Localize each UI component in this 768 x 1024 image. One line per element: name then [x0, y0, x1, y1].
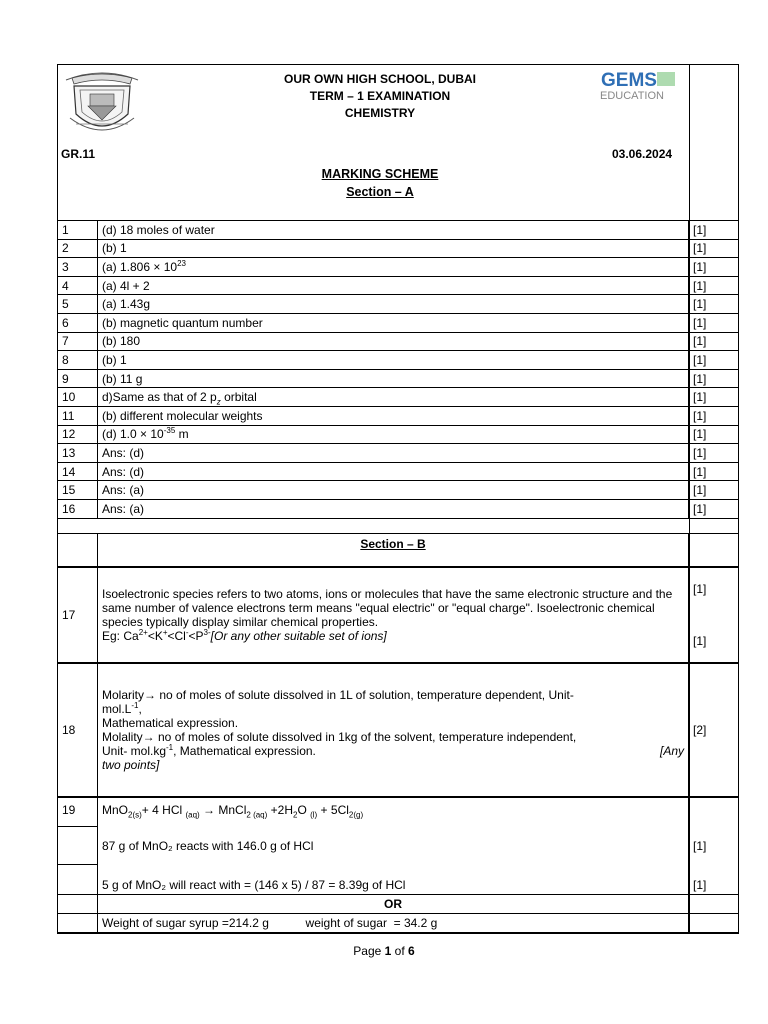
question-number: 4: [58, 276, 98, 295]
mark-cell: [1]: [689, 425, 739, 444]
q17-answer: [98, 567, 689, 664]
mark-cell: [1]: [689, 462, 739, 481]
q17-example: Eg: $Ca^{2+}<K^+<Cl^-<P^{3-}[Or$ any other suitable set of ions]: [102, 628, 387, 643]
q17-row: [58, 567, 739, 664]
page-number: 1: [384, 944, 392, 958]
table-row: [58, 295, 739, 314]
q19-mark-2: [1]: [689, 865, 739, 895]
q18-any-note: [Any: [659, 744, 684, 758]
table-row: [58, 221, 739, 240]
answer-cell: (a) 1.43g: [98, 295, 689, 314]
question-number: 3: [58, 258, 98, 277]
q19-number: 19: [58, 797, 98, 827]
question-number: 1: [58, 221, 98, 240]
marking-scheme-heading: MARKING SCHEME: [321, 167, 439, 181]
q17-example-note: [Or any other suitable set of ions]: [210, 629, 387, 643]
section-b-heading: Section – B: [360, 537, 426, 551]
answer-cell: Ans: (d): [98, 462, 689, 481]
q18-line-5: Unit- $mol.kg^{-1}$, Mathematical expression. [Any: [102, 743, 684, 758]
q18-line-4: Molality→ no of moles of solute dissolved in 1kg of the solvent, temperature independent,: [102, 730, 577, 744]
mark-cell: [1]: [689, 481, 739, 500]
mark-cell: [1]: [689, 351, 739, 370]
question-number: 7: [58, 332, 98, 351]
question-number: 12: [58, 425, 98, 444]
mark-cell: [1]: [689, 332, 739, 351]
table-row: [58, 276, 739, 295]
table-row: [58, 444, 739, 463]
mark-cell: [1]: [689, 313, 739, 332]
answer-cell: (b) 1: [98, 351, 689, 370]
mark-cell: [1]: [689, 276, 739, 295]
answer-cell: Ans: (d): [98, 444, 689, 463]
question-number: 11: [58, 406, 98, 425]
school-crest-icon: [62, 68, 142, 140]
answer-cell: d)Same as that of 2 $p_z$ orbital: [98, 388, 689, 407]
scheme-title: [250, 165, 510, 201]
section-b-header-table: [57, 533, 739, 568]
table-row: [58, 462, 739, 481]
question-number: 13: [58, 444, 98, 463]
table-row: [58, 481, 739, 500]
q19-mark-1: [1]: [689, 827, 739, 865]
section-b-row: [58, 534, 739, 568]
q19-equation: MnO$_{2(s)}$+ 4 HCl $_{(aq)}$ → MnCl$_{2 (aq)}$ $+2H_2O$ $_{(l)} + 5Cl_{2(g)}$: [98, 797, 689, 827]
q18-line-3: Mathematical expression.: [102, 716, 239, 730]
answer-cell: (b) 11 g: [98, 369, 689, 388]
sugar-row: [58, 914, 739, 933]
table-row: [58, 425, 739, 444]
mark-cell: [1]: [689, 295, 739, 314]
q19-row-1: [58, 797, 739, 827]
answer-cell: (b) 1: [98, 239, 689, 258]
question-number: 14: [58, 462, 98, 481]
answer-cell: (b) magnetic quantum number: [98, 313, 689, 332]
answer-cell: (a) $1.806 \times 10^{23}$: [98, 258, 689, 277]
question-number: 6: [58, 313, 98, 332]
exam-name: TERM – 1 EXAMINATION: [309, 89, 451, 103]
exam-date: 03.06.2024: [612, 147, 673, 161]
q17-number: 17: [58, 567, 98, 664]
q18-answer: [98, 663, 689, 798]
gems-logo-text: GEMS: [601, 70, 657, 91]
or-label: OR: [98, 895, 689, 914]
school-header: [250, 71, 510, 122]
answer-cell: (b) different molecular weights: [98, 406, 689, 425]
mark-cell: [1]: [689, 258, 739, 277]
q17-marks: [689, 567, 739, 664]
question-number: 10: [58, 388, 98, 407]
q18-table: [57, 662, 739, 798]
section-a-heading: Section – A: [346, 185, 414, 199]
page-footer: Page 1 of 6: [353, 944, 415, 958]
mark-cell: [1]: [689, 221, 739, 240]
q17-mark-1: [1]: [693, 582, 707, 596]
answer-cell: (d) 18 moles of water: [98, 221, 689, 240]
subject-name: CHEMISTRY: [344, 106, 416, 120]
q18-line-2: $mol.L^{-1}$,: [102, 701, 142, 716]
q18-line-1: Molarity→ no of moles of solute dissolved in 1L of solution, temperature dependent, Unit-: [102, 688, 574, 702]
mark-cell: [1]: [689, 388, 739, 407]
answer-cell: (d) $1.0 \times 10^{-35}$ m: [98, 425, 689, 444]
q19-table: [57, 796, 739, 933]
answer-cell: (b) 180: [98, 332, 689, 351]
q19-row-2: [58, 827, 739, 865]
q17-table: [57, 566, 739, 664]
table-row: [58, 369, 739, 388]
q18-number: 18: [58, 663, 98, 798]
q19-row-3: [58, 865, 739, 895]
mark-cell: [1]: [689, 444, 739, 463]
question-number: 15: [58, 481, 98, 500]
q17-text: Isoelectronic species refers to two atoms, ions or molecules that have the same electronic structure and the same number of valence electrons term means "equal electric" or "equal charge". Isoelectronic chemical species typically display similar chemical properties.: [102, 587, 673, 629]
table-row: [58, 239, 739, 258]
table-row: [58, 499, 739, 518]
question-number: 9: [58, 369, 98, 388]
answer-cell: Ans: (a): [98, 499, 689, 518]
q18-two-points: two points]: [102, 758, 160, 772]
q19-line-3: 5 g of MnO₂ will react with = (146 x 5) / 87 = 8.39g of HCl: [98, 865, 689, 895]
table-row: [58, 258, 739, 277]
question-number: 8: [58, 351, 98, 370]
sugar-line: Weight of sugar syrup =214.2 g weight of sugar = 34.2 g: [98, 914, 689, 933]
table-row: [58, 332, 739, 351]
table-row: [58, 313, 739, 332]
question-number: 16: [58, 499, 98, 518]
q18-mark: [2]: [689, 663, 739, 798]
q19-line-2: 87 g of MnO₂ reacts with 146.0 g of HCl: [98, 827, 689, 865]
gems-logo-subtext: EDUCATION: [600, 90, 664, 102]
q18-row: [58, 663, 739, 798]
table-row: [58, 406, 739, 425]
mark-cell: [1]: [689, 369, 739, 388]
q17-mark-2: [1]: [693, 634, 707, 648]
school-name: OUR OWN HIGH SCHOOL, DUBAI: [284, 72, 476, 86]
table-row: [58, 388, 739, 407]
gems-logo: [599, 69, 679, 103]
question-number: 5: [58, 295, 98, 314]
or-row: [58, 895, 739, 914]
mark-cell: [1]: [689, 406, 739, 425]
section-a-table: [57, 220, 739, 519]
answer-cell: Ans: (a): [98, 481, 689, 500]
question-number: 2: [58, 239, 98, 258]
grade-label: GR.11: [61, 147, 96, 161]
mark-cell: [1]: [689, 499, 739, 518]
mark-cell: [1]: [689, 239, 739, 258]
page-total: 6: [408, 944, 415, 958]
answer-cell: (a) 4l + 2: [98, 276, 689, 295]
table-row: [58, 351, 739, 370]
